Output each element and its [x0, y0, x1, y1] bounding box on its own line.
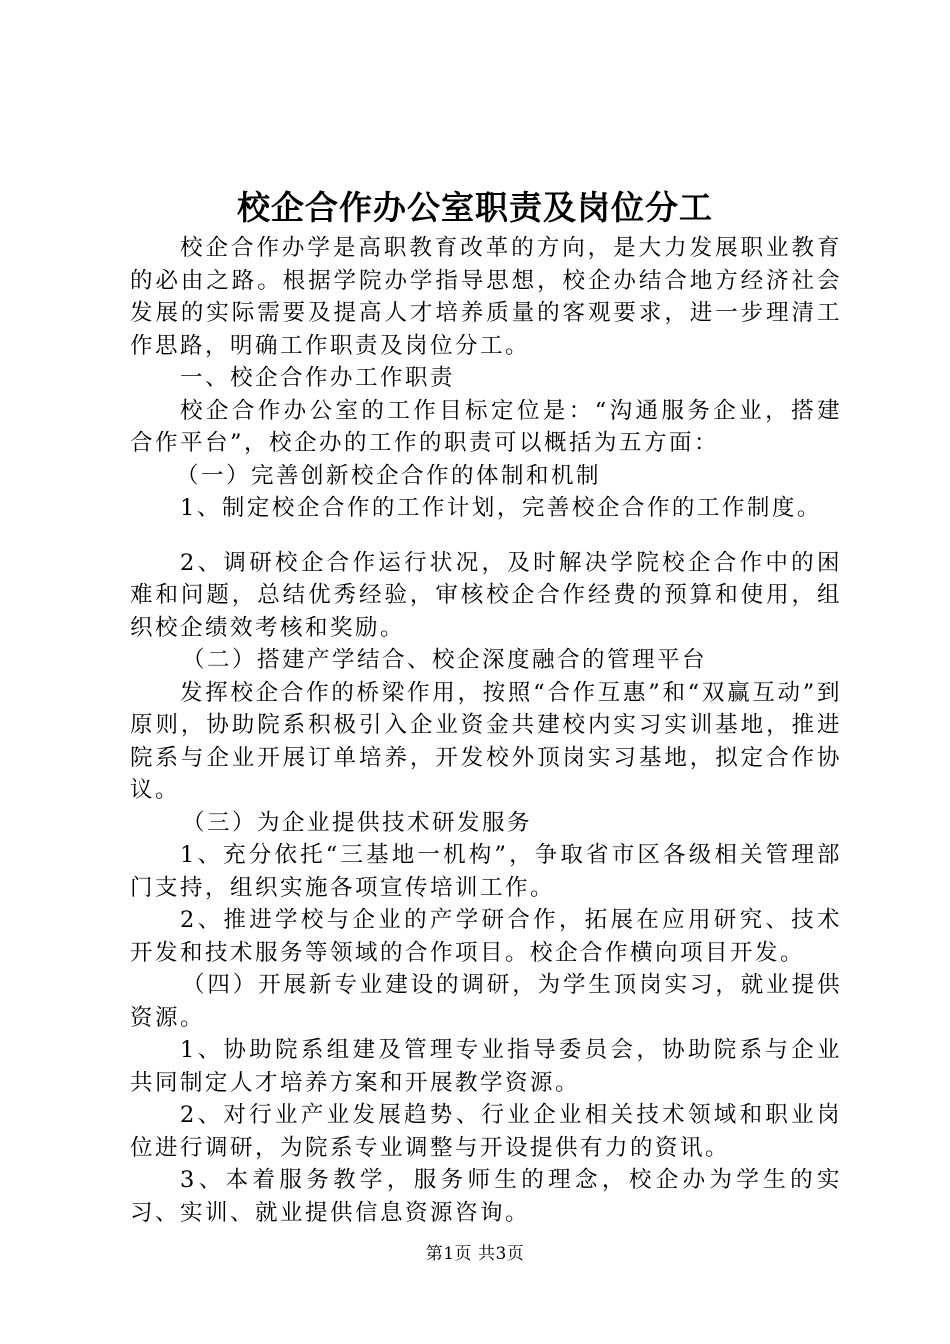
- document-title: 校企合作办公室职责及岗位分工: [237, 188, 713, 227]
- subsection-heading-4: （四）开展新专业建设的调研，为学生顶岗实习，就业提供资源。: [130, 972, 842, 1031]
- item-4-3: 3、本着服务教学，服务师生的理念，校企办为学生的实习、实训、就业提供信息资源咨询。: [130, 1167, 842, 1226]
- item-1-1: 1、制定校企合作的工作计划，完善校企合作的工作制度。: [180, 495, 822, 521]
- subsection-heading-1: （一）完善创新校企合作的体制和机制: [176, 462, 602, 489]
- goal-paragraph: 校企合作办公室的工作目标定位是：“沟通服务企业，搭建合作平台”，校企办的工作的职责可以概括为五方面：: [130, 397, 842, 456]
- item-4-2: 2、对行业产业发展趋势、行业企业相关技术领域和职业岗位进行调研，为院系专业调整与开设提供有力的资讯。: [130, 1102, 842, 1161]
- document-body: [130, 232, 842, 1229]
- item-3-1: 1、充分依托“三基地一机构”，争取省市区各级相关管理部门支持，组织实施各项宣传培训工作。: [130, 842, 842, 901]
- item-4-1: 1、协助院系组建及管理专业指导委员会，协助院系与企业共同制定人才培养方案和开展教学资源。: [130, 1037, 842, 1096]
- subsection-heading-3: （三）为企业提供技术研发服务: [182, 809, 533, 836]
- item-1-2: 2、调研校企合作运行状况，及时解决学院校企合作中的困难和问题，总结优秀经验，审核校企合作经费的预算和使用，组织校企绩效考核和奖励。: [130, 549, 842, 641]
- item-3-2: 2、推进学校与企业的产学研合作，拓展在应用研究、技术开发和技术服务等领域的合作项目。校企合作横向项目开发。: [130, 907, 842, 966]
- item-2-1: 发挥校企合作的桥梁作用，按照“合作互惠”和“双赢互动”到原则，协助院系积极引入企业资金共建校内实习实训基地，推进院系与企业开展订单培养，开发校外顶岗实习基地，拟定合作协议。: [130, 679, 842, 803]
- page-footer: 第1页 共3页: [425, 1244, 525, 1264]
- intro-paragraph: 校企合作办学是高职教育改革的方向，是大力发展职业教育的必由之路。根据学院办学指导思想，校企办结合地方经济社会发展的实际需要及提高人才培养质量的客观要求，进一步理清工作思路，明确工作职责及岗位分工。: [130, 235, 842, 359]
- subsection-heading-2: （二）搭建产学结合、校企深度融合的管理平台: [182, 647, 708, 673]
- section-heading-duties: 一、校企合作办工作职责: [180, 365, 456, 391]
